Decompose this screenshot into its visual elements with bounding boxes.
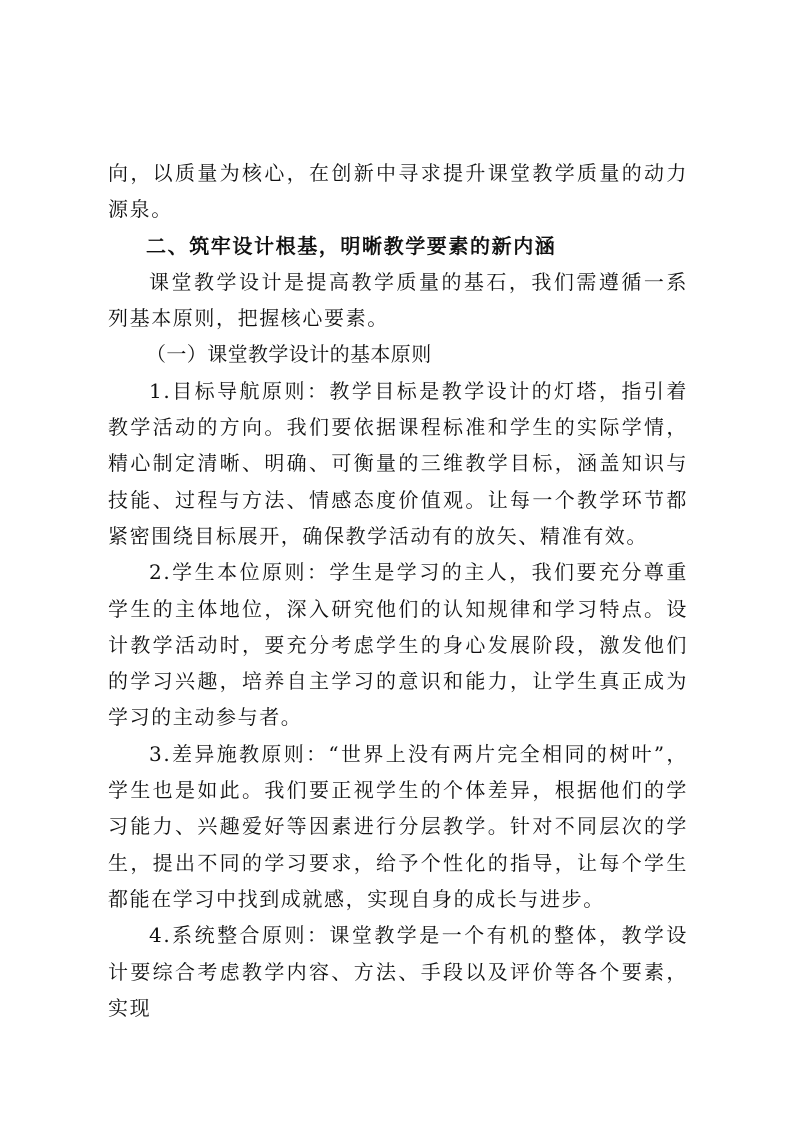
paragraph: 4.系统整合原则：课堂教学是一个有机的整体，教学设计要综合考虑教学内容、方法、手段以及评价等各个要素，实现 xyxy=(108,923,688,1020)
paragraph: 2.学生本位原则：学生是学习的主人，我们要充分尊重学生的主体地位，深入研究他们的认知规律和学习特点。设计教学活动时，要充分考虑学生的身心发展阶段，激发他们的学习兴趣，培养自主学习的意识和能力，让学生真正成为学习的主动参与者。 xyxy=(108,560,688,730)
paragraph-continued: 向，以质量为核心，在创新中寻求提升课堂教学质量的动力源泉。 xyxy=(108,161,688,222)
document-body xyxy=(108,155,688,1026)
paragraph: 1.目标导航原则：教学目标是教学设计的灯塔，指引着教学活动的方向。我们要依据课程标准和学生的实际学情，精心制定清晰、明确、可衡量的三维教学目标，涵盖知识与技能、过程与方法、情感态度价值观。让每一个教学环节都紧密围绕目标展开，确保教学活动有的放矢、精准有效。 xyxy=(108,378,688,548)
section-heading: 二、筑牢设计根基，明晰教学要素的新内涵 xyxy=(146,233,557,258)
paragraph: 3.差异施教原则：“世界上没有两片完全相同的树叶”，学生也是如此。我们要正视学生的个体差异，根据他们的学习能力、兴趣爱好等因素进行分层教学。针对不同层次的学生，提出不同的学习要求，给予个性化的指导，让每个学生都能在学习中找到成就感，实现自身的成长与进步。 xyxy=(108,741,688,911)
paragraph: 课堂教学设计是提高教学质量的基石，我们需遵循一系列基本原则，把握核心要素。 xyxy=(108,269,688,331)
sub-heading: （一）课堂教学设计的基本原则 xyxy=(146,342,432,367)
